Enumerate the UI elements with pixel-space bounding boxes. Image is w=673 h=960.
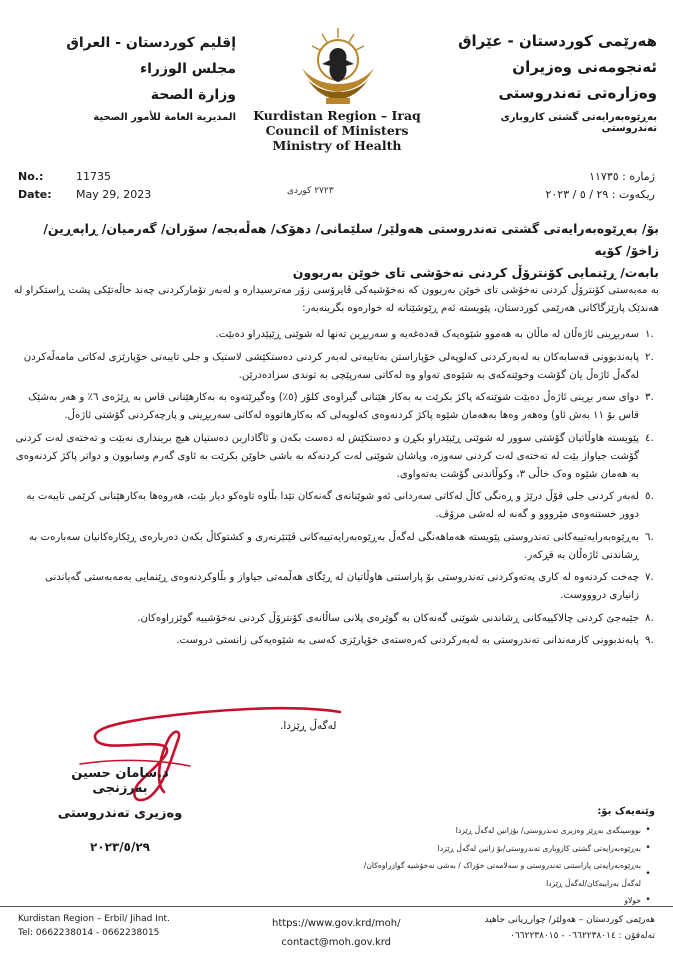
cc-item xyxy=(345,857,655,892)
signatory-title: وەزیری تەندروستی xyxy=(57,806,183,821)
cc-recipient: بەڕێوەبەرایەتی پاراستنی تەندروستی و سەلامەتی خۆراک / بەشی نەخۆشیە گوازراوەکان/ لەگەڵ بەرایبەکان/لەگەڵ ڕێزدا xyxy=(363,861,641,888)
cc-item xyxy=(345,840,655,858)
instruction-list xyxy=(13,326,659,655)
cc-list xyxy=(345,822,655,910)
cc-recipient: نووسینگەی بەڕێز وەزیری تەندروستی/ بۆزانین لەگەڵ ڕێزدا xyxy=(455,826,641,835)
instruction-text: جێبەجێ کردنی چالاکییەکانی ڕشاندنی شوێنی گەنەکان بە گوێرەی پلانی ساڵانەی کۆنترۆڵ کردنی نەخۆشییە گوێزراوەکان. xyxy=(137,612,639,624)
instruction-text: لەبەر کردنی جلی قۆڵ درێژ و ڕەنگی کاڵ لەکاتی سەردانی ئەو شوێنانەی گەنەکان تێدا بڵاوە تاوەکو دیار بێت، هەروەها بەکارهێنانی کرێمی تایبەت بە دوور خستنەوەی مێرووو و گەنە لە لەشی مرۆڤ. xyxy=(26,491,639,520)
registry-stamp: ٢٧٢٣ كوردى xyxy=(287,186,334,196)
instruction-text: پابەندبوونی کارمەندانی تەندروستی بە لەبەرکردنی کەرەستەی خۆپارێزی کەسی بە شێوەیەکی زانستی دروست. xyxy=(176,635,639,646)
instruction-number: ٣. xyxy=(645,392,654,403)
instruction-text: چەخت کردنەوە لە کاری پەتەوکردنی تەندروستی بۆ پاراستنی هاوڵاتیان لە ڕێگای هەڵمەتی جیاواز و بڵاوکردنەوەی ڕێنمایی بەمەبەستی گەیاندنی زانیاری دروووست. xyxy=(44,572,639,601)
no-value: 11735 xyxy=(76,170,111,183)
instruction-number: ٩. xyxy=(645,635,654,646)
en-council: Council of Ministers xyxy=(265,123,409,138)
footer-contacts xyxy=(272,914,400,952)
instruction-item xyxy=(13,529,659,565)
letter-subject xyxy=(14,218,659,284)
kurdistan-eagle-emblem xyxy=(292,18,384,110)
english-letterhead xyxy=(252,108,422,153)
ku-ministry: وەزارەتی تەندروستی xyxy=(498,84,657,102)
instruction-item xyxy=(13,610,659,628)
ar-directorate: المديرية العامة للأمور الصحية xyxy=(93,112,236,123)
footer-divider xyxy=(0,906,673,907)
cc-recipient: بەڕێوەبەرایەتی گشتی کاروباری تەندروستی/بۆ زانین لەگەڵ ڕێزدا xyxy=(437,843,641,853)
bullet-icon: • xyxy=(645,842,651,853)
date-value: May 29, 2023 xyxy=(76,188,152,201)
reference-block-en xyxy=(18,168,151,204)
footer-ku-address: هەرێمی کوردستان – هەولێر/ چوارڕیانی جاهید xyxy=(484,915,655,925)
reference-block-ku xyxy=(545,168,655,204)
signature-date: ٢٠٢٣/٥/٢٩ xyxy=(89,840,151,854)
instruction-text: پابەندبوونی قەسابەکان بە لەبەرکردنی کەلوپەلی خۆپاراستن بەتایبەتی لەبەر کردنی دەستکێشی لاستیک و جلی تایبەتی خۆپارێزی لەکاتی مامەڵەکردن لەگەڵ ئاژەڵ یان گۆشت وخوێنەکەی بە شێوەی تەواو وە لەکاتی سەرپێچی بە توندی سزادەدرێن. xyxy=(23,351,639,381)
footer-website-link[interactable]: https://www.gov.krd/moh/ xyxy=(272,918,401,929)
recipients-line: بۆ/ بەڕێوەبەرایەتی گشتی تەندروستی هەولێر/ سلێمانی/ دهۆک/ هەڵەبجە/ سۆران/ گەرمیان/ ڕاپەڕین/ زاخۆ/ کۆیە xyxy=(43,221,659,258)
bullet-icon: • xyxy=(645,868,651,879)
no-label: No.: xyxy=(18,170,44,183)
instruction-item xyxy=(13,569,659,605)
instruction-number: ١. xyxy=(645,329,654,340)
instruction-item xyxy=(13,389,659,425)
cc-item xyxy=(345,822,655,840)
ku-number: ژمارە : ١١٧٣٥ xyxy=(589,170,655,183)
date-label: Date: xyxy=(18,188,52,201)
instruction-number: ٤. xyxy=(645,432,654,444)
footer-address-en xyxy=(18,912,170,940)
en-region: Kurdistan Region – Iraq xyxy=(253,108,421,123)
bullet-icon: • xyxy=(645,895,651,905)
ar-ministry: وزارة الصحة xyxy=(150,87,236,103)
ar-region: إقليم كوردستان - العراق xyxy=(66,35,236,51)
instruction-text: سەربڕینی ئاژەڵان لە ماڵان بە هەموو شێوەیەک قەدەغەیە و سەربڕین تەنها لە شوێنی ڕێپێدراو دەبێت. xyxy=(215,329,639,340)
instruction-item xyxy=(13,488,659,524)
ku-directorate: بەڕێوەبەرایەتی گشتی کاروباری تەندروستی xyxy=(500,112,657,134)
instruction-text: پێویستە هاوڵاتیان گۆشتی سوور لە شوێنی ڕێپێدراو بکڕن و دەستکێش لە دەست بکەن و ئاگاداربن دەستیان هیچ برینداری نەبێت و تەختەی لەت کردنی گۆشت جیاواز بێت لە تەختەی لەت کردنی سەوزە، وپاشان شوێنی لەت کردنەکە بە باشی خاوێن بکرێت بە ئاوی گەرم وسابوون و دواتر پاکژ کردنەوەی بە هەمان شێوە وەک خاڵی ٣، وکوڵاندنی گۆشت بەتەواوی. xyxy=(15,432,639,480)
cc-recipient: خولاو xyxy=(624,896,641,905)
ku-date: ریکەوت : ٢٩ / ٥ / ٢٠٢٣ xyxy=(545,188,655,201)
instruction-number: ٥. xyxy=(645,491,654,502)
letter-intro: بە مەبەستی کۆنترۆڵ کردنی نەخۆشی تای خوێن بەربوون کە نەخۆشیەکی ڤایرۆسی زۆر مەترسیدارە و لەبەر تۆمارکردنی چەند حاڵەتێکی پشت ڕاستکراو لە هەندێک پارێزگاکانی هەرێمی کوردستان، پێویستە ئەم ڕێوشێنانە لە خوارەوە بگرینەبەر: xyxy=(13,285,659,314)
footer-en-address: Kurdistan Region – Erbil/ Jihad Int. xyxy=(18,914,170,924)
instruction-number: ٢. xyxy=(645,351,654,363)
instruction-number: ٨. xyxy=(645,612,654,624)
closing-regards: لەگەڵ ڕێزدا. xyxy=(280,720,337,732)
arabic-letterhead xyxy=(36,30,236,123)
ku-region: هەرێمی کوردستان - عێراق xyxy=(458,32,657,50)
instruction-number: ٦. xyxy=(645,531,654,543)
en-ministry: Ministry of Health xyxy=(272,138,402,153)
footer-address-ku xyxy=(485,912,656,944)
instruction-text: بەڕێوەبەرایەتییەکانی تەندروستی پێویستە هەماهەنگی لەگەڵ بەڕێوەبەرایەتییەکانی ڤێتێرنەری و کشتوکاڵ بکەن دەربارەی ڕێکارەکانیان سەبارەت بە ڕشاندنی ئاژەڵان بە قڕکەر. xyxy=(28,531,639,561)
cc-heading: وێنەیەک بۆ: xyxy=(597,806,655,817)
ar-council: مجلس الوزراء xyxy=(139,61,236,77)
instruction-item xyxy=(13,632,659,650)
footer-en-tel: Tel: 0662238014 - 0662238015 xyxy=(18,928,160,938)
bullet-icon: • xyxy=(645,825,651,835)
instruction-text: دوای سەر بڕینی ئاژەڵ دەبێت شوێنەکە پاکژ بکرێت بە بەکار هێنانی گیراوەی کلۆر (٥٪) وەگیرێتەوە بە بەکارهێنانی قاس بە ڕێژەی ٦٪ و هەر بەشێک قاس بۆ ١١ بەش ئاو) وەهەر وەها بەهەمان شێوە پاکژ کردنەوەی کەلوپەلی کە بەکارهاتووە لەکاتی سەربڕینی و پارچەکردنی گۆشتی ئاژەڵ. xyxy=(28,392,639,421)
footer-ku-tel: تەلەفۆن : ٠٦٦٢٢٣٨٠١٤ - ٠٦٦٢٢٣٨٠١٥ xyxy=(510,931,655,941)
footer-email-link[interactable]: contact@moh.gov.krd xyxy=(281,937,392,948)
instruction-item xyxy=(13,326,659,344)
subject-line: بابەت/ ڕێنمایی کۆنترۆڵ کردنی نەخۆشی تای خوێن بەربوون xyxy=(292,265,659,280)
instruction-number: ٧. xyxy=(645,572,654,583)
signatory-name: د.سامان حسین بەرزنجی xyxy=(71,766,169,796)
instruction-item xyxy=(13,430,659,484)
instruction-item xyxy=(13,349,659,385)
kurdish-letterhead xyxy=(447,28,657,134)
ku-council: ئەنجومەنی وەزیران xyxy=(512,58,657,76)
